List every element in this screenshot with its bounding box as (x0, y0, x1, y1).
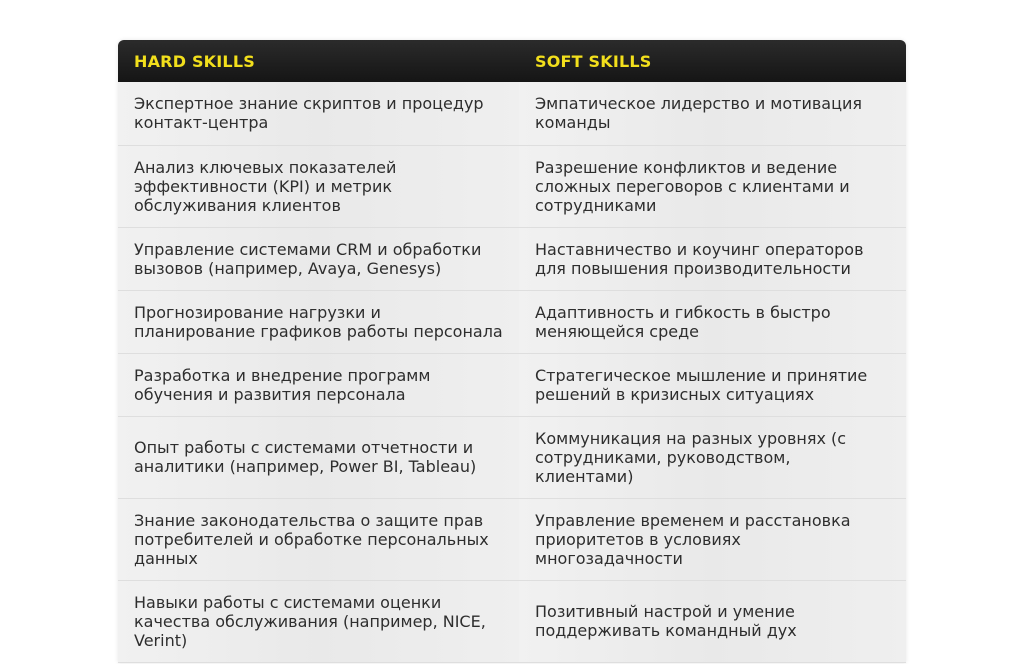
soft-skill-cell: Наставничество и коучинг операторов для повышения производительности (519, 227, 906, 290)
table-header-row (118, 40, 906, 82)
hard-skill-cell: Анализ ключевых показателей эффективности (KPI) и метрик обслуживания клиентов (118, 145, 519, 227)
hard-skill-cell: Навыки работы с системами оценки качества обслуживания (например, NICE, Verint) (118, 580, 519, 662)
hard-skill-cell: Управление системами CRM и обработки вызовов (например, Avaya, Genesys) (118, 227, 519, 290)
soft-skill-cell: Коммуникация на разных уровнях (с сотрудниками, руководством, клиентами) (519, 416, 906, 498)
table-row (118, 227, 906, 290)
hard-skill-cell: Опыт работы с системами отчетности и аналитики (например, Power BI, Tableau) (118, 416, 519, 498)
table-row (118, 290, 906, 353)
soft-skill-cell: Управление временем и расстановка приоритетов в условиях многозадачности (519, 498, 906, 580)
hard-skill-cell: Разработка и внедрение программ обучения и развития персонала (118, 353, 519, 416)
header-hard-skills: HARD SKILLS (118, 40, 519, 82)
table-row (118, 498, 906, 580)
table-row (118, 416, 906, 498)
table-row (118, 353, 906, 416)
hard-skill-cell: Прогнозирование нагрузки и планирование графиков работы персонала (118, 290, 519, 353)
table-row (118, 580, 906, 662)
soft-skill-cell: Позитивный настрой и умение поддерживать командный дух (519, 580, 906, 662)
soft-skill-cell: Эмпатическое лидерство и мотивация команды (519, 82, 906, 145)
hard-skill-cell: Экспертное знание скриптов и процедур контакт-центра (118, 82, 519, 145)
soft-skill-cell: Стратегическое мышление и принятие решений в кризисных ситуациях (519, 353, 906, 416)
header-soft-skills: SOFT SKILLS (519, 40, 906, 82)
skills-table-container (118, 40, 906, 663)
table-row (118, 82, 906, 145)
soft-skill-cell: Разрешение конфликтов и ведение сложных переговоров с клиентами и сотрудниками (519, 145, 906, 227)
soft-skill-cell: Адаптивность и гибкость в быстро меняющейся среде (519, 290, 906, 353)
hard-skill-cell: Знание законодательства о защите прав потребителей и обработке персональных данных (118, 498, 519, 580)
skills-table (118, 40, 906, 663)
table-row (118, 145, 906, 227)
